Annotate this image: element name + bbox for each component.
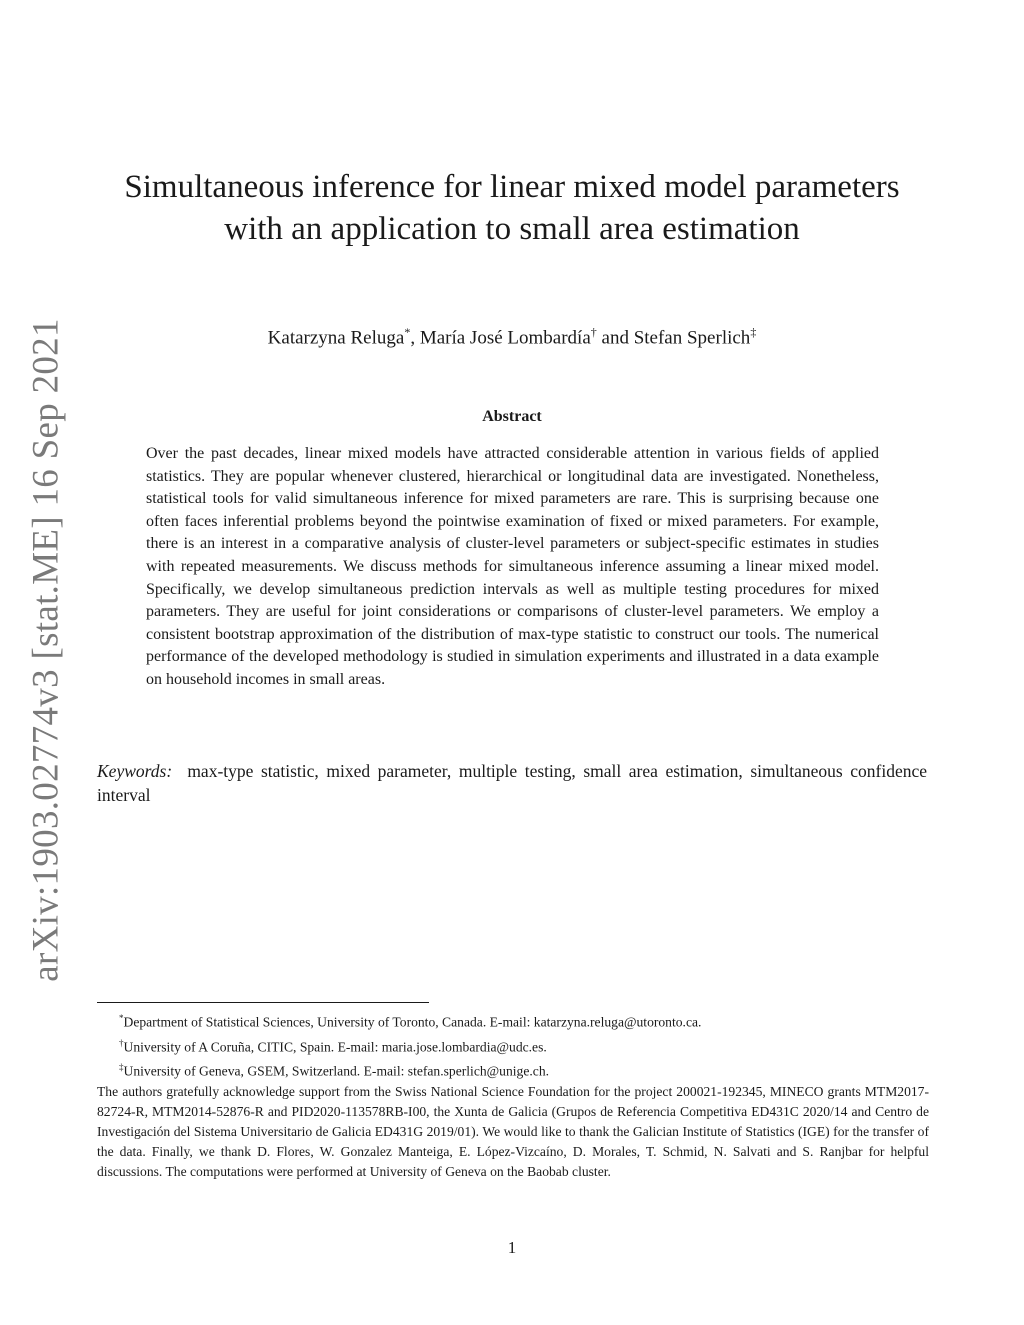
arxiv-identifier: arXiv:1903.02774v3 [stat.ME] 16 Sep 2021 <box>25 318 67 982</box>
author-mark: † <box>590 325 597 339</box>
keywords-label: Keywords: <box>97 761 173 781</box>
acknowledgement: The authors gratefully acknowledge support from the Swiss National Science Foundation for the project 200021-192345, MINECO grants MTM2017-82724-R, MTM2014-52876-R and PID2020-113578RB-I00, the Xunta de Galicia (Grupos de Referencia Competitiva ED431C 2020/14 and Centro de Investigación del Sistema Universitario de Galicia ED431G 2019/01). We would like to thank the Galician Institute of Statistics (IGE) for the transfer of the data. Finally, we thank D. Flores, W. Gonzalez Manteiga, E. López-Vizcaíno, D. Morales, T. Schmid, N. Salvati and S. Ranjbar for helpful discussions. The computations were performed at University of Geneva on the Baobab cluster. <box>97 1083 929 1179</box>
footnote-mark: † <box>119 1037 124 1048</box>
author-name: Stefan Sperlich <box>633 327 751 349</box>
footnote-mark: * <box>119 1013 124 1023</box>
page-number: 1 <box>507 1238 517 1257</box>
author-separator: and <box>596 327 634 349</box>
abstract-heading: Abstract <box>482 408 542 425</box>
abstract-text: Over the past decades, linear mixed models have attracted considerable attention in various fields of applied statistics. They are popular whenever clustered, hierarchical or longitudinal data are investigated. Nonetheless, statistical tools for valid simultaneous inference for mixed parameters are rare. This is surprising because one often faces inferential problems beyond the pointwise examination of fixed or mixed parameters. For example, there is an interest in a comparative analysis of cluster-level parameters or subject-specific estimates in studies with repeated measurements. We discuss methods for simultaneous inference assuming a linear mixed model. Specifically, we develop simultaneous prediction intervals as well as multiple testing procedures for mixed parameters. They are useful for joint considerations or comparisons of cluster-level parameters. We employ a consistent bootstrap approximation of the distribution of max-type statistic to construct our tools. The numerical performance of the developed methodology is studied in simulation experiments and illustrated in a data example on household incomes in small areas. <box>146 445 879 688</box>
keywords-text: max-type statistic, mixed parameter, multiple testing, small area estimation, simultaneous confidence interval <box>97 761 927 805</box>
author-mark: ‡ <box>750 325 757 339</box>
footnote-text: Department of Statistical Sciences, University of Toronto, Canada. E-mail: katarzyna.reluga@utoronto.ca. <box>123 1014 702 1030</box>
footnote-rule <box>97 1002 429 1003</box>
author-name: María José Lombardía <box>419 327 591 349</box>
paper-title: Simultaneous inference for linear mixed model parameters with an application to small area estimation <box>124 169 900 247</box>
footnote <box>97 1057 929 1082</box>
author-list <box>120 320 904 350</box>
footnote <box>97 1033 929 1058</box>
footnote <box>97 1008 929 1033</box>
author-mark: * <box>404 325 411 339</box>
author-separator: , <box>410 327 420 349</box>
author-name: Katarzyna Reluga <box>267 327 405 349</box>
footnote-text: University of Geneva, GSEM, Switzerland. E-mail: stefan.sperlich@unige.ch. <box>123 1063 550 1079</box>
footnote-mark: ‡ <box>119 1062 124 1073</box>
footnotes <box>97 1008 929 1182</box>
keywords <box>97 759 927 807</box>
footnote-text: University of A Coruña, CITIC, Spain. E-mail: maria.jose.lombardia@udc.es. <box>123 1039 547 1055</box>
